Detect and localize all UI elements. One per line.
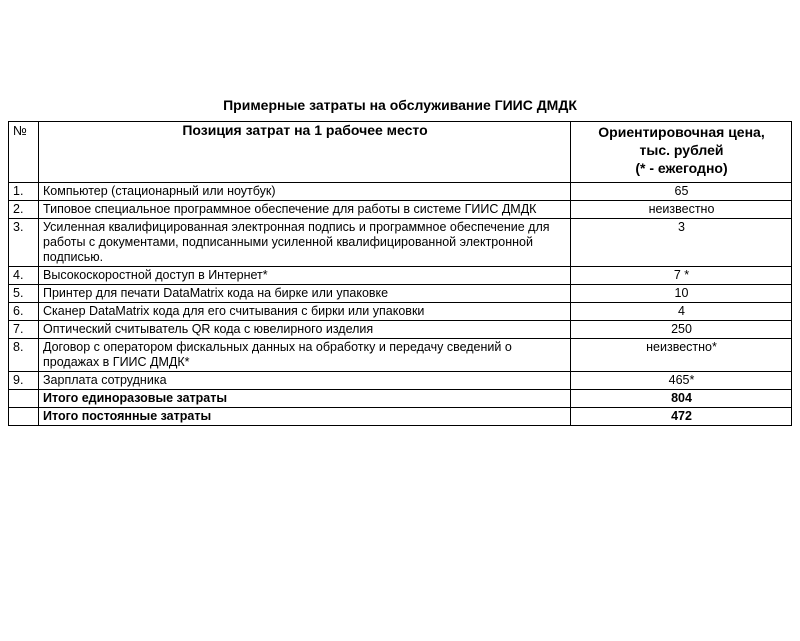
row-number: 8. — [9, 339, 39, 372]
row-price: 4 — [571, 303, 792, 321]
row-number: 2. — [9, 201, 39, 219]
table-row — [9, 219, 792, 267]
total-label: Итого постоянные затраты — [39, 408, 571, 426]
total-value: 472 — [571, 408, 792, 426]
row-number: 5. — [9, 285, 39, 303]
total-number-empty — [9, 408, 39, 426]
row-item: Компьютер (стационарный или ноутбук) — [39, 183, 571, 201]
table-row — [9, 267, 792, 285]
row-item: Принтер для печати DataMatrix кода на бирке или упаковке — [39, 285, 571, 303]
table-row — [9, 339, 792, 372]
cost-table — [8, 121, 792, 426]
row-item: Оптический считыватель QR кода с ювелирного изделия — [39, 321, 571, 339]
row-price: неизвестно* — [571, 339, 792, 372]
header-price-line3: (* - ежегодно) — [635, 160, 728, 176]
row-item: Усиленная квалифицированная электронная подпись и программное обеспечение для работы с документами, подписанными усиленной квалифицированной электронной подписью. — [39, 219, 571, 267]
total-value: 804 — [571, 390, 792, 408]
row-item: Зарплата сотрудника — [39, 372, 571, 390]
row-price: 3 — [571, 219, 792, 267]
row-item: Типовое специальное программное обеспечение для работы в системе ГИИС ДМДК — [39, 201, 571, 219]
header-price — [571, 122, 792, 183]
row-number: 3. — [9, 219, 39, 267]
total-label: Итого единоразовые затраты — [39, 390, 571, 408]
row-item: Договор с оператором фискальных данных на обработку и передачу сведений о продажах в ГИИС ДМДК* — [39, 339, 571, 372]
total-row-one-time — [9, 390, 792, 408]
document-title: Примерные затраты на обслуживание ГИИС ДМДК — [223, 97, 577, 113]
header-price-line1: Ориентировочная цена, — [598, 124, 765, 140]
row-number: 9. — [9, 372, 39, 390]
total-row-recurring — [9, 408, 792, 426]
table-row — [9, 201, 792, 219]
table-row — [9, 303, 792, 321]
row-price: 250 — [571, 321, 792, 339]
total-number-empty — [9, 390, 39, 408]
header-item: Позиция затрат на 1 рабочее место — [39, 122, 571, 183]
table-row — [9, 183, 792, 201]
row-item: Сканер DataMatrix кода для его считывания с бирки или упаковки — [39, 303, 571, 321]
row-price: 7 * — [571, 267, 792, 285]
header-price-line2: тыс. рублей — [639, 142, 724, 158]
table-header-row — [9, 122, 792, 183]
table-row — [9, 321, 792, 339]
table-row — [9, 285, 792, 303]
table-row — [9, 372, 792, 390]
row-number: 6. — [9, 303, 39, 321]
row-number: 1. — [9, 183, 39, 201]
row-price: 465* — [571, 372, 792, 390]
header-number: № — [9, 122, 39, 183]
row-number: 4. — [9, 267, 39, 285]
row-price: неизвестно — [571, 201, 792, 219]
row-number: 7. — [9, 321, 39, 339]
row-price: 10 — [571, 285, 792, 303]
row-item: Высокоскоростной доступ в Интернет* — [39, 267, 571, 285]
row-price: 65 — [571, 183, 792, 201]
